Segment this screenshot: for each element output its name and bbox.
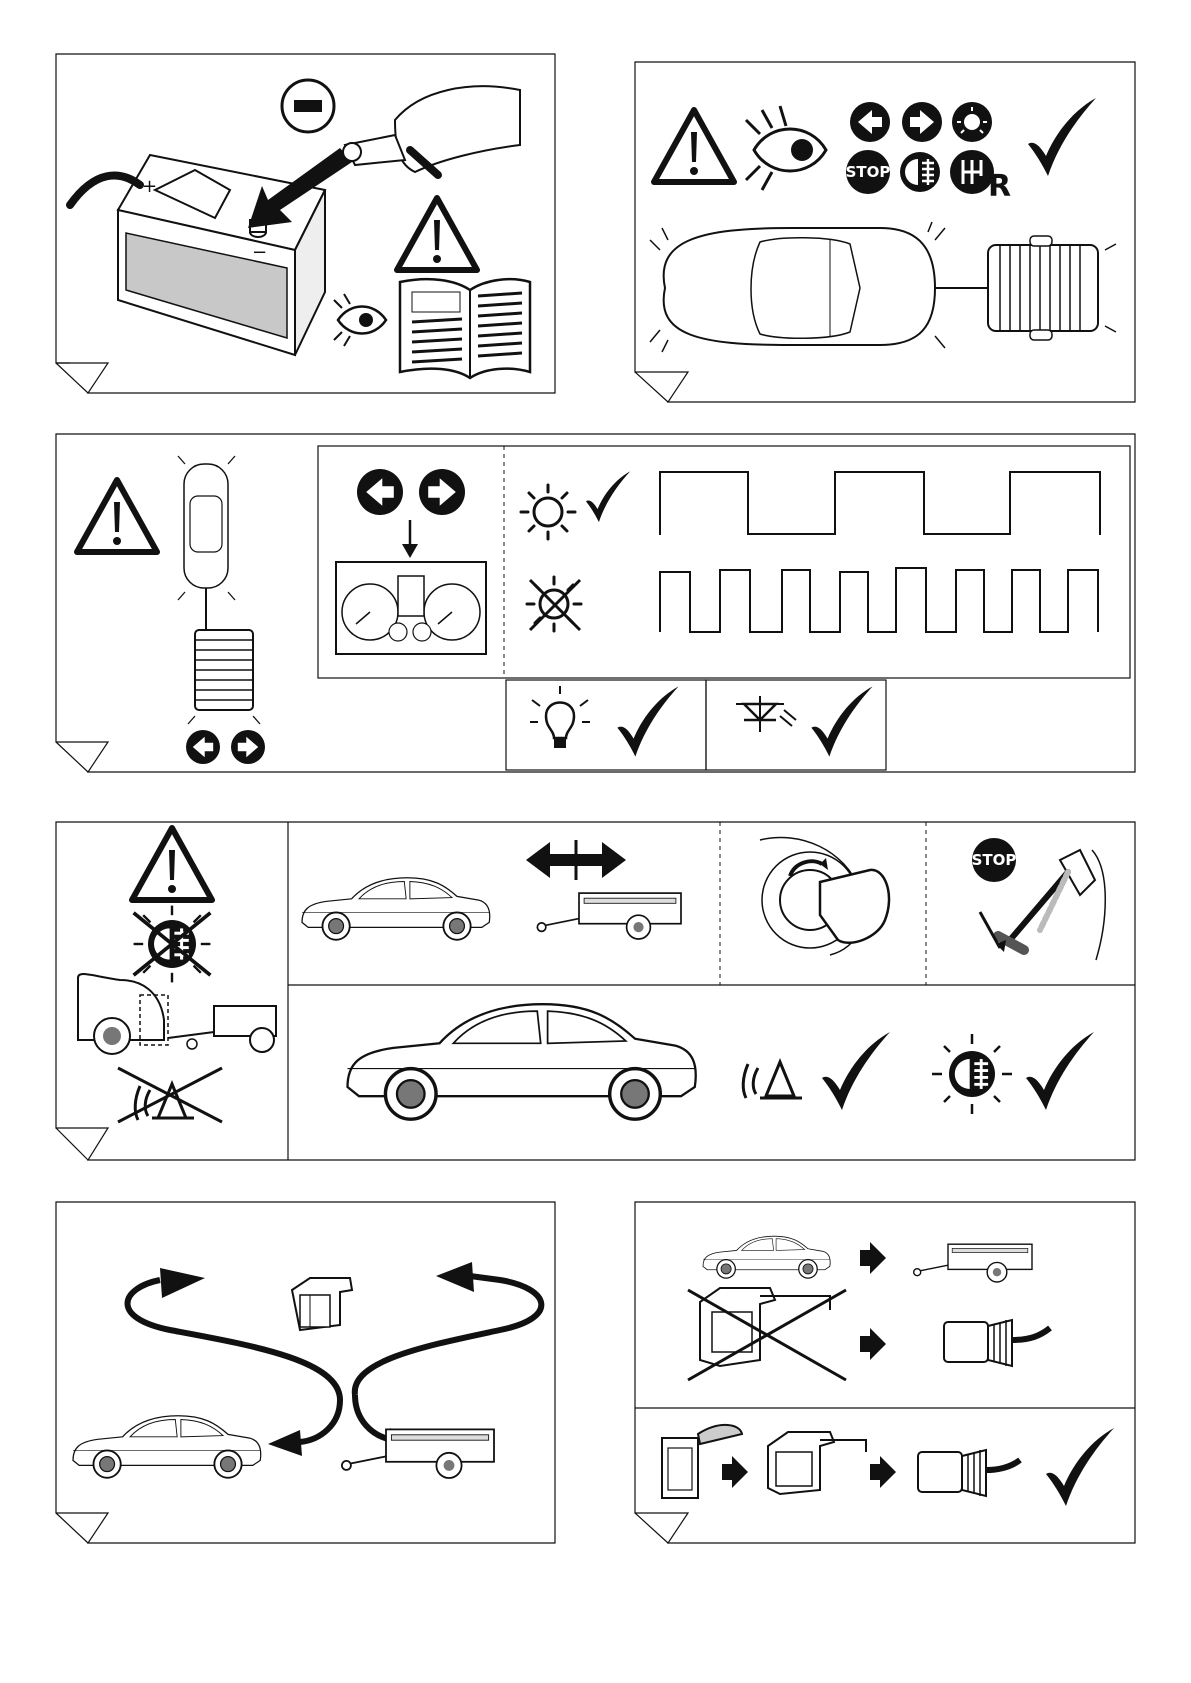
turn-left-icon	[186, 730, 220, 764]
minus-circle-icon	[282, 80, 334, 132]
battery-minus-label: −	[252, 242, 268, 263]
battery-plus-label: +	[142, 176, 158, 197]
brake-light-icon	[952, 102, 992, 142]
turn-left-icon	[850, 102, 890, 142]
fog-light-icon	[900, 152, 940, 192]
turn-right-icon	[231, 730, 265, 764]
stop-light-icon	[972, 838, 1017, 882]
turn-right-icon	[419, 469, 465, 515]
car-with-trailer-top-view	[650, 222, 1116, 352]
panel-flasher-check	[56, 434, 1135, 772]
panel-fog-light-cutoff	[56, 822, 1135, 1160]
instrument-cluster	[336, 562, 486, 654]
reverse-label: R	[988, 169, 1012, 204]
stop-label: STOP	[971, 851, 1017, 869]
panel-lights-check	[635, 62, 1135, 402]
lamp-fault-icon	[527, 577, 581, 631]
panel-battery-disconnect	[56, 54, 555, 393]
panel-adapter-sequence	[635, 1202, 1135, 1543]
turn-left-icon	[357, 469, 403, 515]
lamp-ok-icon	[521, 485, 575, 539]
stop-light-icon	[846, 150, 891, 194]
turn-right-icon	[902, 102, 942, 142]
panel-connect-socket	[56, 1202, 555, 1543]
manual-icon	[400, 279, 530, 378]
stop-label: STOP	[845, 163, 891, 181]
